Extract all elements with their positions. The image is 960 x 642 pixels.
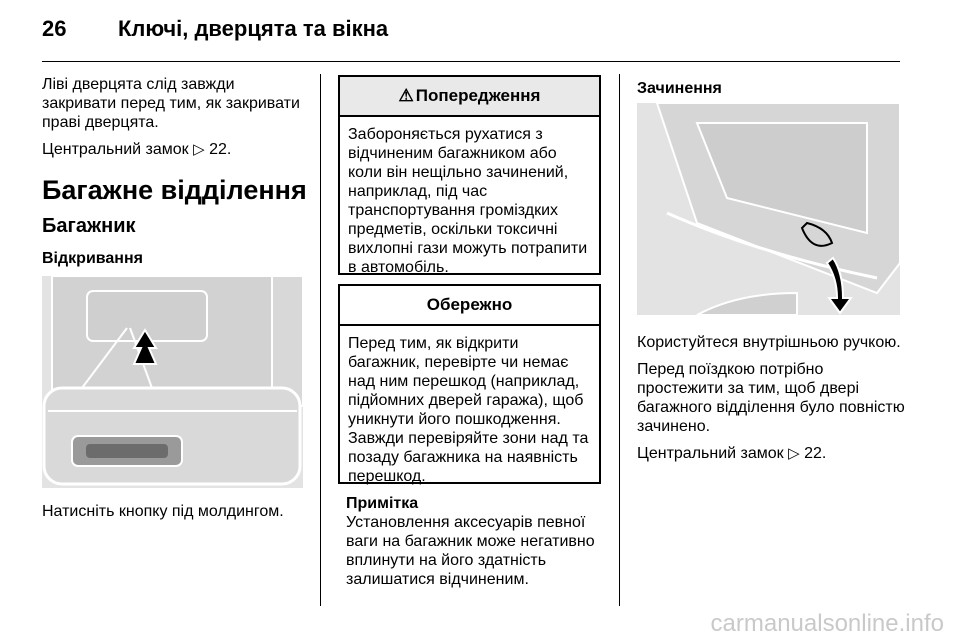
note-title: Примітка <box>346 495 419 512</box>
tailgate-closing-drawing <box>637 103 900 315</box>
minor-heading-opening: Відкривання <box>42 250 143 267</box>
tailgate-button-drawing <box>42 276 303 488</box>
header-rule <box>42 61 900 62</box>
watermark: carmanualsonline.info <box>710 610 944 637</box>
subsection-heading: Багажник <box>42 215 136 237</box>
warning-box-header <box>340 77 599 117</box>
arrow-reference-icon: ▷ <box>788 445 800 462</box>
caution-box-header <box>340 286 599 326</box>
page-title: Ключі, дверцята та вікна <box>118 16 389 41</box>
paragraph-check-closed: Перед поїздкою потрібно простежити за тим, щоб дверi багажного відділення було повністю зачинено. <box>637 361 905 435</box>
note-text: Установлення аксесуарів певної ваги на багажник може негативно вплинути на його здатність залишатися відчиненим. <box>346 514 595 588</box>
caution-text: Перед тим, як відкрити багажник, перевірте чи немає над ним перешкод (наприклад, підйомних дверей гаража), щоб уникнути його пошкодження. Завжди перевіряйте зони над та позаду багажника на наявність перешкод. <box>348 335 589 485</box>
paragraph-inner-handle: Користуйтеся внутрішньою ручкою. <box>637 334 901 351</box>
paragraph-central-lock: Центральний замок ▷ 22. <box>42 141 232 158</box>
illustration-caption-opening: Натисніть кнопку під молдингом. <box>42 503 284 520</box>
page-reference-link[interactable]: 22. <box>209 141 232 158</box>
minor-heading-closing: Зачинення <box>637 80 722 97</box>
warning-box <box>338 75 601 275</box>
paragraph-doors: Ліві дверцята слід завжди закривати перед тим, як закривати праві дверцята. <box>42 76 300 131</box>
caution-box <box>338 284 601 484</box>
arrow-reference-icon: ▷ <box>193 141 205 158</box>
page-number: 26 <box>42 16 67 41</box>
tailgate-closing-illustration <box>637 103 900 315</box>
section-heading: Багажне відділення <box>42 175 307 205</box>
column-divider-1 <box>320 74 321 606</box>
tailgate-button-illustration <box>42 276 303 488</box>
column-divider-2 <box>619 74 620 606</box>
paragraph-central-lock-2: Центральний замок ▷ 22. <box>637 445 827 462</box>
warning-title: Попередження <box>415 86 541 105</box>
column-1 <box>42 75 310 167</box>
page-reference-link-2[interactable]: 22. <box>804 445 827 462</box>
caution-title: Обережно <box>426 295 513 314</box>
warning-triangle-icon: ⚠ <box>398 86 414 105</box>
column-3-text <box>637 333 905 471</box>
warning-text: Забороняється рухатися з відчиненим багажником або коли він нещільно зачинений, наприклад, під час транспортування громіздких предметів, оскільки токсичні вихлопні гази можуть потрапити в автомобіль. <box>348 126 588 276</box>
